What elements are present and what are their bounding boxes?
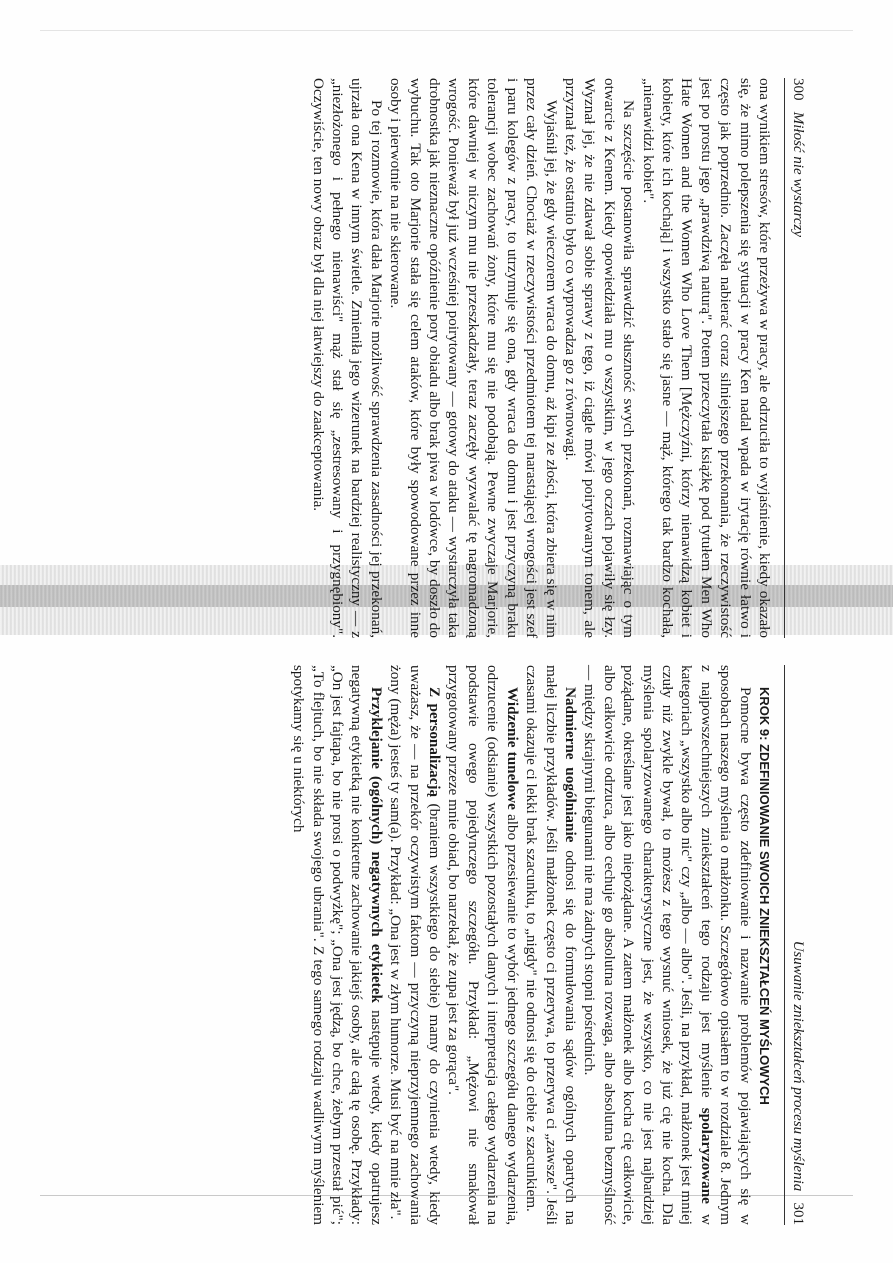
section-heading: KROK 9: ZDEFINIOWANIE SWOICH ZNIEKSZTAŁCEŃ MYŚLOWYCH — [757, 687, 772, 1105]
running-header — [784, 78, 812, 638]
paragraph-text: albo przesiewanie to wybór jednego szczegółu danego wydarzenia, odrzucenie (odsianie) wszystkich pozostałych danych i interpretacja całego wydarzenia na podstawie owego pojedynczego szczegółu. Przykład: „Mężowi nie smakował przygotowany przeze mnie obiad, bo narzekał, że zupa jest za gorąca". — [445, 665, 521, 1225]
key-term: Przyklejanie (ogólnych) negatywnych etykietek — [367, 687, 385, 1003]
paragraph-text: w kategoriach „wszystko albo nic" czy „albo — albo". Jeśli, na przykład, małżonek jest mniej czuły niż zwykle bywał, to możesz z tego wysnuć wniosek, że już cię nie kocha. Dla myślenia spolaryzowanego charakterystyczne jest, że wszystko, co nie jest najbardziej pożądane, określane jest jako niepożądane. A zatem małżonek albo kocha cię całkowicie, albo całkowicie odrzuca, albo cechuje go absolutna rozwaga, albo absolutna bezmyślność — między skrajnymi biegunami nie ma żadnych stopni pośrednich. — [581, 665, 715, 1226]
running-head-title: Usuwanie zniekształceń procesu myślenia — [790, 940, 807, 1192]
running-head-title: Miłość nie wystarczy — [790, 111, 807, 238]
paragraph: Wyjaśnił jej, że gdy wieczorem wraca do domu, aż kipi ze złości, która zbiera się w nim przez cały dzień. Chociaż w rzeczywistości przedmiotem tej narastającej wrogości jest szef i paru kolegów z pracy, to utrzymuje się ona, gdy wraca do domu i jest przyczyną braku tolerancji wobec zachowań żony, które mu się nie podobają. Pewne zwyczaje Marjorie, które dawniej w niczym mu nie przeszkadzały, teraz zaczęły wyzwalać tę nagromadzoną wrogość. Ponieważ był już wcześniej poirytowany — gotowy do ataku — wystarczyła taka drobnostka jak nieznaczne opóźnienie pory obiadu albo brak piwa w lodówce, by doszło do wybuchu. Tak oto Marjorie stała się celem ataków, które były spowodowane przez inne osoby i pierwotnie na nie skierowane. — [387, 78, 560, 638]
paragraph-text: następuje wtedy, kiedy opatrujesz negatywną etykietką nie konkretne zachowanie jakiejś osoby, ale całą tę osobę. Przykłady: „On jest fajtapa, bo nie prosi o podwyżkę"; „Ona jest jędzą, bo chce, żebym przestał pić"; „To flejtuch, bo nie składa swojego ubrania". Z tego samego rodzaju wadliwym myśleniem spotykamy się u niektórych — [290, 665, 385, 1226]
paragraph — [444, 665, 522, 1225]
page-edge-line — [40, 30, 853, 31]
key-term: Widzenie tunelowe — [503, 687, 521, 810]
page-body — [308, 78, 774, 638]
paragraph — [522, 665, 580, 1225]
paragraph — [580, 665, 755, 1225]
book-page-right — [92, 665, 812, 1225]
paragraph: ona wynikiem stresów, które przeżywa w pracy, ale odrzuciła to wyjaśnienie, kiedy okazało się, że mimo polepszenia się sytuacji w pracy Ken nadal wpada w irytację równie łatwo i często jak poprzednio. Zaczęła nabierać coraz silniejszego przekonania, że rzeczywistość jest po prostu jego „prawdziwą naturą". Potem przeczytała książkę pod tytułem Men Who Hate Women and the Women Who Love Them [Mężczyźni, którzy nienawidzą kobiet i kobiety, które ich kochają] i wszystko stało się jasne — mąż, którego tak bardzo kochała, „nienawidzi kobiet". — [639, 78, 773, 638]
paragraph — [289, 665, 386, 1225]
paragraph-text: Pomocne bywa często zdefiniowanie i nazwanie problemów pojawiających się w sposobach naszego myślenia o małżonku. Szczegółowo opisałem to w rozdziale 8. Jednym z najpowszechniejszych zniekształceń tego rodzaju jest myślenie — [697, 665, 754, 1225]
paragraph-text: odnosi się do formułowania sądów ogólnych opartych na małej liczbie przykładów. Jeśli małżonek często ci przerywa, to przerywa ci „zawsze". Jeśli czasami okazuje ci lekki brak szacunku, to „nigdy" nie odnosi się do ciebie z szacunkiem. — [523, 665, 579, 1226]
running-header — [784, 665, 812, 1225]
page-number: 301 — [790, 1202, 807, 1225]
page-number: 300 — [790, 78, 807, 101]
key-term: Z personalizacją — [426, 687, 444, 798]
book-page-left — [92, 78, 812, 638]
key-term: spolaryzowane — [697, 1107, 715, 1204]
paragraph — [386, 665, 444, 1225]
paragraph: Na szczęście postanowiła sprawdzić słuszność swych przekonań, rozmawiając o tym otwarcie z Kenem. Kiedy opowiedziała mu o wszystkim, w jego oczach pojawiły się łzy. Wyznał jej, że nie zdawał sobie sprawy z tego, iż ciągle mówi poirytowanym tonem, ale przyznał też, że ostatnio było co wyprowadza go z równowagi. — [561, 78, 638, 638]
page-body — [289, 665, 774, 1225]
paragraph-text: (braniem wszystkiego do siebie) mamy do czynienia wtedy, kiedy uważasz, że — na przekór oczywistym faktom — przyczyną nieprzyjemnego zachowania żony (męża) jesteś ty sam(a). Przykład: „Ona jest w złym humorze. Musi być na mnie zła". — [387, 665, 444, 1226]
key-term: Nadmierne uogólnianie — [561, 687, 579, 843]
paragraph: Po tej rozmowie, która dała Marjorie możliwość sprawdzenia zasadności jej przekonań, ujrzała ona Kena w innym świetle. Zmieniła jego wizerunek na bardziej realistyczny — z „niezłożonego i pełnego nienawiści" mąż stał się „zestresowany i przygnębiony". Oczywiście, ten nowy obraz był dla niej łatwiejszy do zaakceptowania. — [309, 78, 385, 638]
